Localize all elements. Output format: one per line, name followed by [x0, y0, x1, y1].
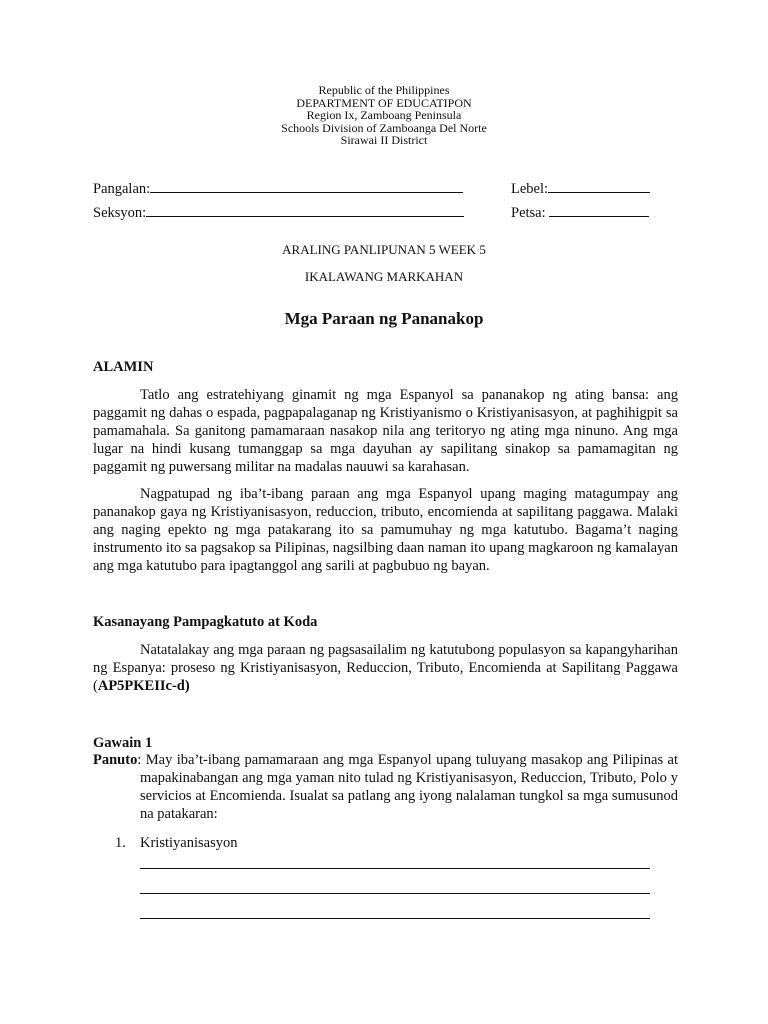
- lebel-blank[interactable]: [548, 178, 650, 193]
- header-district: Sirawai II District: [340, 133, 428, 147]
- quarter-line: IKALAWANG MARKAHAN: [304, 269, 464, 284]
- panuto-text: : May iba’t-ibang pamamaraan ang mga Espanyol upang tuluyang masakop ang Pilipinas at mapakinabangan ang mga yaman nito tulad ng Kristiyanisasyon, Reduccion, Tributo, Polo y servicios at Encomienda. Isualat sa patlang ang iyong nalalaman tungkol sa mga sumusunod na patakaran:: [137, 752, 678, 822]
- seksyon-label: Seksyon:: [93, 205, 147, 221]
- petsa-label: Petsa:: [511, 205, 550, 221]
- header-republic: Republic of the Philippines: [318, 83, 450, 97]
- kasanayan-text: Natatalakay ang mga paraan ng pagsasailalim ng katutubong populasyon sa kapangyharihan ng Espanya: proseso ng Kristiyanisasyon, Reduccion, Tributo, Encomienda at Sapilitang Paggawa (: [93, 642, 678, 694]
- document-header: [0, 84, 768, 147]
- page-title: Mga Paraan ng Pananakop: [284, 309, 484, 328]
- header-division: Schools Division of Zamboanga Del Norte: [281, 120, 487, 135]
- kasanayan-code: AP5PKEIIc-d): [97, 678, 190, 694]
- alamin-p1-text: Tatlo ang estratehiyang ginamit ng mga Espanyol sa pananakop ng ating bansa: ang paggamit ng dahas o espada, pagpapalaganap ng Kristiyanismo o Kristiyanisasyon, at paghihigpit sa pamamahala. Sa ganitong pamamaraan nasakop nila ang teritoryo ng ating mga ninuno. Ang mga lugar na hindi kusang tumanggap sa mga dayuhan ay sapilitang sinakop sa pamamagitan ng paggamit ng puwersang militar na madalas nauuwi sa karahasan.: [93, 387, 678, 475]
- lebel-field[interactable]: [511, 178, 650, 198]
- pangalan-blank[interactable]: [150, 178, 463, 193]
- seksyon-field[interactable]: [93, 202, 464, 222]
- panuto-label: Panuto: [93, 752, 138, 768]
- answer-line-3[interactable]: [140, 918, 650, 919]
- alamin-heading: ALAMIN: [93, 359, 154, 375]
- kasanayan-heading: Kasanayang Pampagkatuto at Koda: [93, 614, 318, 630]
- list-item-number: 1.: [115, 835, 126, 851]
- header-department: DEPARTMENT OF EDUCATIPON: [296, 95, 472, 110]
- lebel-label: Lebel:: [511, 181, 549, 197]
- seksyon-blank[interactable]: [146, 202, 464, 217]
- petsa-blank[interactable]: [549, 202, 649, 217]
- pangalan-field[interactable]: [93, 178, 463, 198]
- gawain-heading: Gawain 1: [93, 735, 153, 751]
- pangalan-label: Pangalan:: [93, 181, 151, 197]
- header-region: Region Ix, Zamboang Peninsula: [306, 108, 462, 122]
- alamin-p2-text: Nagpatupad ng iba’t-ibang paraan ang mga Espanyol upang maging matagumpay ang pananakop gaya ng Kristiyanisasyon, reduccion, tributo, encomienda at sapilitang paggawa. Malaki ang naging epekto ng mga patakarang ito sa pamumuhay ng mga katutubo. Bagama’t naging instrumento ito sa pagsakop sa Pilipinas, nagsilbing daan naman ito upang magkaroon ng kamalayan ang mga katutubo para ipagtanggol ang sarili at pagbubuo ng bayan.: [93, 486, 678, 574]
- panuto-instructions: [93, 751, 678, 823]
- list-item-1: [115, 835, 237, 852]
- subject-line: ARALING PANLIPUNAN 5 WEEK 5: [282, 242, 486, 257]
- answer-line-2[interactable]: [140, 893, 650, 894]
- petsa-field[interactable]: [511, 202, 649, 222]
- list-item-label: Kristiyanisasyon: [140, 835, 238, 851]
- alamin-paragraph-1: [93, 386, 678, 476]
- alamin-paragraph-2: [93, 485, 678, 575]
- kasanayan-paragraph: [93, 641, 678, 695]
- answer-line-1[interactable]: [140, 868, 650, 869]
